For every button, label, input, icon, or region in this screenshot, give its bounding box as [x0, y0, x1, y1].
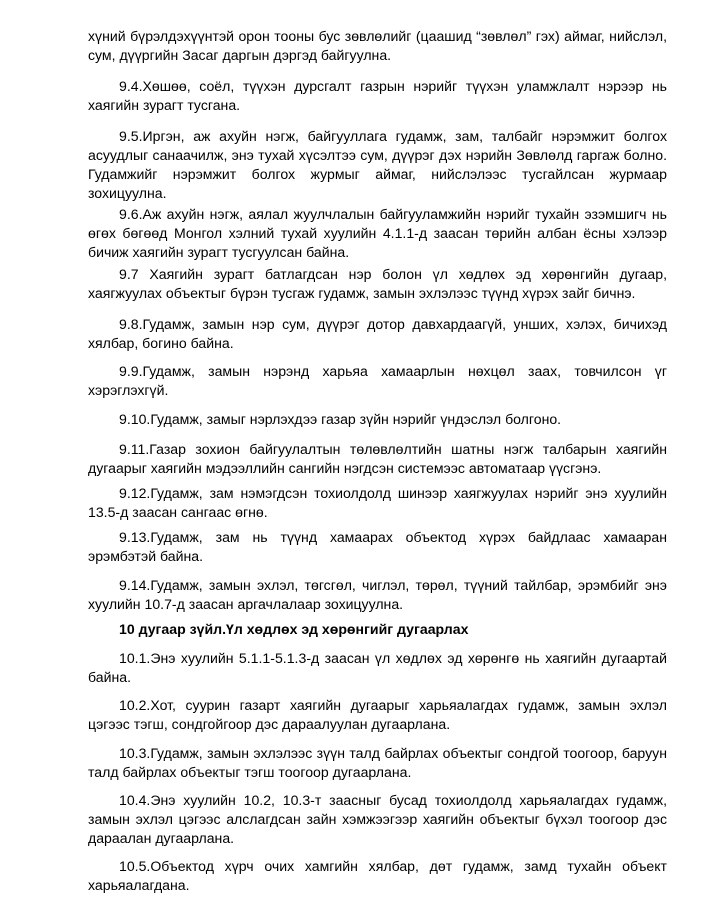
paragraph-10-1: 10.1.Энэ хуулийн 5.1.1-5.1.3-д заасан үл хөдлөх эд хөрөнгө нь хаягийн дугаартай байна. — [88, 650, 667, 685]
paragraph-10-4: 10.4.Энэ хуулийн 10.2, 10.3-т заасныг бусад тохиолдолд харьяалагдах гудамж, замын эхлэл цэгээс алслагдсан зайн хэмжээгээр хаягийн объектыг бүхэл тоогоор дэс дараалан дугаарлана. — [88, 792, 667, 846]
paragraph-9-8: 9.8.Гудамж, замын нэр сум, дүүрэг дотор давхардаагүй, унших, хэлэх, бичихэд хялбар, богино байна. — [88, 316, 667, 351]
paragraph-9-7: 9.7 Хаягийн зурагт батлагдсан нэр болон үл хөдлөх эд хөрөнгийн дугаар, хаягжуулах объектыг бүрэн тусгаж гудамж, замын эхлэлээс түүнд хүрэх зайг бичнэ. — [88, 266, 667, 301]
paragraph-9-11: 9.11.Газар зохион байгуулалтын төлөвлөлтийн шатны нэгж талбарын хаягийн дугаарыг хаягийн мэдээллийн сангийн нэгдсэн системээс автоматаар үүсгэнэ. — [88, 441, 667, 476]
paragraph-9-10: 9.10.Гудамж, замыг нэрлэхдээ газар зүйн нэрийг үндэслэл болгоно. — [119, 411, 562, 427]
paragraph-9-9: 9.9.Гудамж, замын нэрэнд харьяа хамаарлын нөхцөл заах, товчилсон үг хэрэглэхгүй. — [88, 363, 667, 398]
paragraph-9-12: 9.12.Гудамж, зам нэмэгдсэн тохиолдолд шинээр хаягжуулах нэрийг энэ хуулийн 13.5-д заасан сангаас өгнө. — [88, 485, 667, 520]
paragraph-9-13: 9.13.Гудамж, зам нь түүнд хамаарах объектод хүрэх байдлаас хамааран эрэмбэтэй байна. — [88, 529, 667, 564]
paragraph-9-5: 9.5.Иргэн, аж ахуйн нэгж, байгууллага гудамж, зам, талбайг нэрэмжит болгох асуудлыг санаачилж, энэ тухай хүсэлтээ сум, дүүрэг дэх нэрийн Зөвлөлд гаргаж болно. Гудамжийг нэрэмжит болгох журмыг аймаг, нийслэлээс тусгайлсан журмаар зохицуулна. — [88, 128, 667, 201]
paragraph-10-5: 10.5.Объектод хүрч очих хамгийн хялбар, дөт гудамж, замд тухайн объект харьяалагдана. — [88, 858, 667, 893]
paragraph-9-4: 9.4.Хөшөө, соёл, түүхэн дурсгалт газрын нэрийг түүхэн уламжлалт нэрээр нь хаягийн зурагт тусгана. — [88, 78, 667, 113]
paragraph-9-6: 9.6.Аж ахуйн нэгж, аялал жуулчлалын байгууламжийн нэрийг тухайн эзэмшигч нь өгөх бөгөөд Монгол хэлний тухай хуулийн 4.1.1-д заасан төрийн албан ёсны хэлээр бичиж хаягийн зурагт тусгуулсан байна. — [88, 206, 667, 260]
paragraph-10-2: 10.2.Хот, суурин газарт хаягийн дугаарыг харьяалагдах гудамж, замын эхлэл цэгээс тэгш, сондгойгоор дэс дараалуулан дугаарлана. — [88, 697, 667, 732]
paragraph-10-3: 10.3.Гудамж, замын эхлэлээс зүүн талд байрлах объектыг сондгой тоогоор, баруун талд байрлах объектыг тэгш тоогоор дугаарлана. — [88, 745, 667, 780]
paragraph-9-3-continuation: хүний бүрэлдэхүүнтэй орон тооны бус зөвлөлийг (цаашид “зөвлөл” гэх) аймаг, нийслэл, сум, дүүргийн Засаг даргын дэргэд байгуулна. — [88, 28, 667, 63]
article-10-heading: 10 дугаар зүйл.Үл хөдлөх эд хөрөнгийг дугаарлах — [119, 621, 469, 637]
paragraph-9-14: 9.14.Гудамж, замын эхлэл, төгсгөл, чиглэл, төрөл, түүний тайлбар, эрэмбийг энэ хуулийн 10.7-д заасан аргачлалаар зохицуулна. — [88, 577, 667, 612]
